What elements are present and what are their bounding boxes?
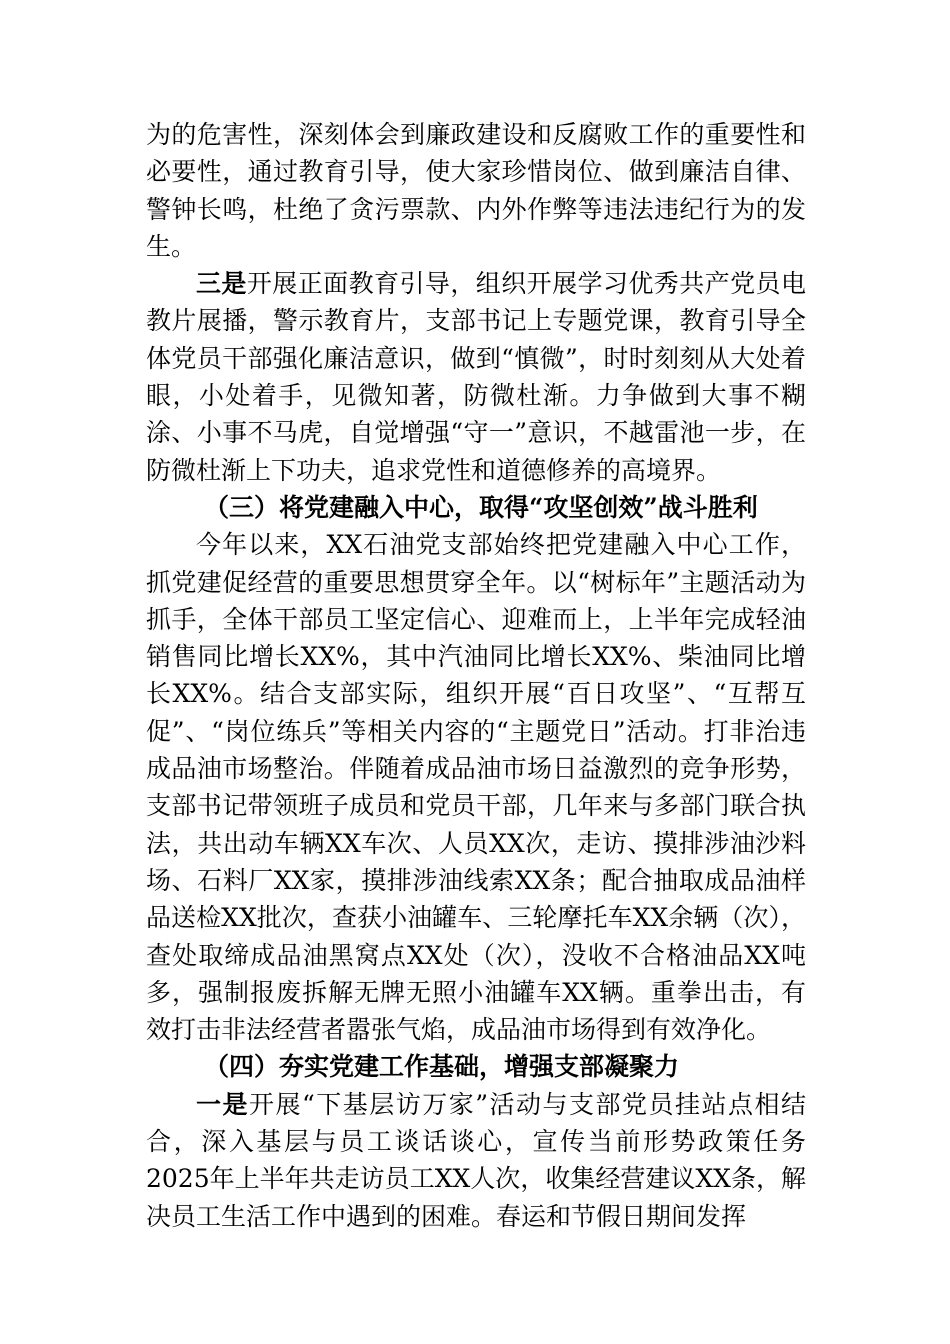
paragraph-lead: 一是 xyxy=(196,1089,249,1119)
paragraph-text: 开展“下基层访万家”活动与支部党员挂站点相结合，深入基层与员工谈话谈心，宣传当前形势政策任务2025年上半年共走访员工XX人次，收集经营建议XX条，解决员工生活工作中遇到的困难。春运和节假日期间发挥 xyxy=(146,1089,806,1231)
paragraph-lead: 三是 xyxy=(196,269,247,299)
paragraph-text: 今年以来，XX石油党支部始终把党建融入中心工作，抓党建促经营的重要思想贯穿全年。以“树标年”主题活动为抓手，全体干部员工坚定信心、迎难而上，上半年完成轻油销售同比增长XX%，其中汽油同比增长XX%、柴油同比增长XX%。结合支部实际，组织开展“百日攻坚”、“互帮互促”、“岗位练兵”等相关内容的“主题党日”活动。打非治违成品油市场整治。伴随着成品油市场日益激烈的竞争形势，支部书记带领班子成员和党员干部，几年来与多部门联合执法，共出动车辆XX车次、人员XX次，走访、摸排涉油沙料场、石料厂XX家，摸排涉油线索XX条；配合抽取成品油样品送检XX批次，查获小油罐车、三轮摩托车XX余辆（次），查处取缔成品油黑窝点XX处（次），没收不合格油品XX吨多，强制报废拆解无牌无照小油罐车XX辆。重拳出击，有效打击非法经营者嚣张气焰，成品油市场得到有效净化。 xyxy=(146,530,806,1045)
paragraph-third-point xyxy=(146,265,806,489)
paragraph-text: 开展正面教育引导，组织开展学习优秀共产党员电教片展播，警示教育片，支部书记上专题党课，教育引导全体党员干部强化廉洁意识，做到“慎微”，时时刻刻从大处着眼，小处着手，见微知著，防微杜渐。力争做到大事不糊涂、小事不马虎，自觉增强“守一”意识，不越雷池一步，在防微杜渐上下功夫，追求党性和道德修养的高境界。 xyxy=(146,269,806,485)
paragraph-text: 为的危害性，深刻体会到廉政建设和反腐败工作的重要性和必要性，通过教育引导，使大家珍惜岗位、做到廉洁自律、警钟长鸣，杜绝了贪污票款、内外作弊等违法违纪行为的发生。 xyxy=(146,120,806,261)
document-body xyxy=(146,116,806,1235)
section-heading-4: （四）夯实党建工作基础，增强支部凝聚力 xyxy=(204,1052,680,1082)
paragraph-first-point xyxy=(146,1086,806,1235)
section-heading-3: （三）将党建融入中心，取得“攻坚创效”战斗胜利 xyxy=(204,492,758,522)
paragraph-continuation xyxy=(146,116,806,265)
paragraph-party-building xyxy=(146,526,806,1048)
